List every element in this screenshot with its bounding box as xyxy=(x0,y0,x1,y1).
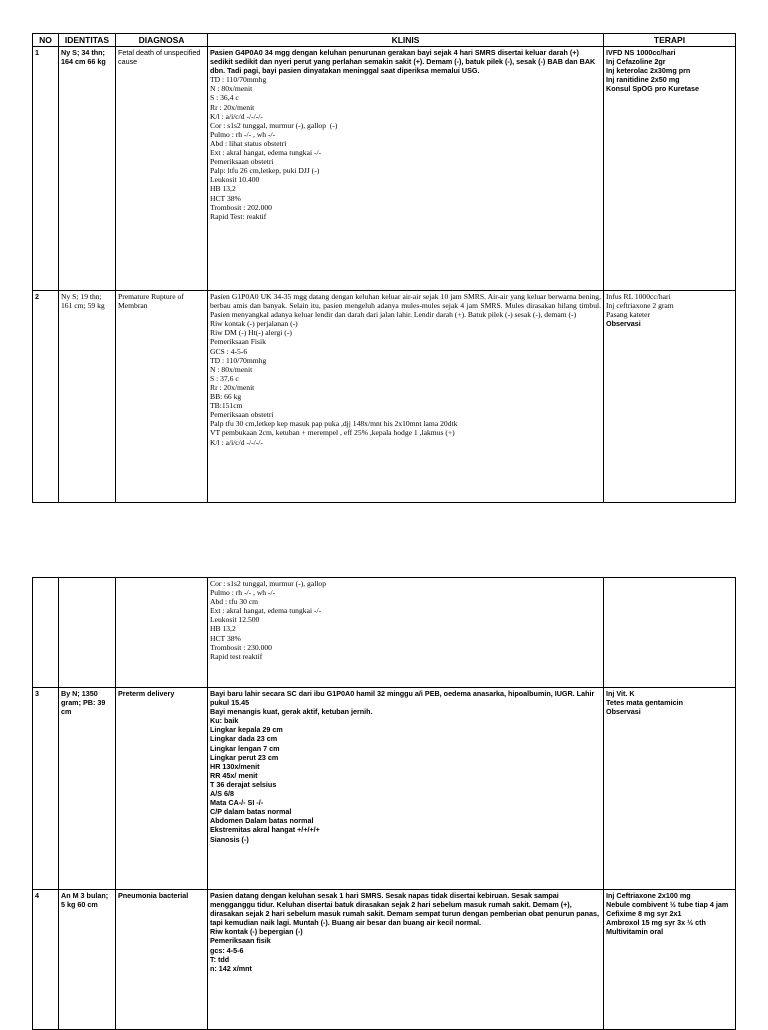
klinis-line: HB 13,2 xyxy=(210,624,236,634)
cell-diagnosa: Premature Rupture of Membran xyxy=(116,291,208,503)
cell-diagnosa: Preterm delivery xyxy=(116,688,208,890)
cell-klinis xyxy=(208,47,604,291)
klinis-line: K/l : a/i/c/d -/-/-/- xyxy=(210,437,263,447)
klinis-line: Trombosit : 230.000 xyxy=(210,642,272,652)
klinis-line: Abd : lihat status obstetri xyxy=(210,138,287,148)
klinis-line: Ekstremitas akral hangat +/+/+/+ xyxy=(210,825,320,835)
cell-identitas xyxy=(59,578,116,688)
header-diagnosa: DIAGNOSA xyxy=(116,34,208,47)
cell-no: 4 xyxy=(33,890,59,1030)
cell-no xyxy=(33,578,59,688)
klinis-line: Riw DM (-) Ht(-) alergi (-) xyxy=(210,328,292,338)
klinis-line: Pulmo : rh -/- , wh -/- xyxy=(210,588,276,598)
klinis-line: Ext : akral hangat, edema tungkai -/- xyxy=(210,606,322,616)
klinis-line: BB: 66 kg xyxy=(210,392,242,402)
cell-terapi xyxy=(604,47,736,291)
terapi-item: Inj ranitidine 2x50 mg xyxy=(606,75,680,85)
header-identitas: IDENTITAS xyxy=(59,34,116,47)
klinis-line: Rr : 20x/menit xyxy=(210,102,255,112)
klinis-line: Leukosit 12.500 xyxy=(210,615,260,625)
cell-no: 1 xyxy=(33,47,59,291)
klinis-line: Bayi menangis kuat, gerak aktif, ketuban jernih. xyxy=(210,707,373,717)
klinis-line: Pemeriksaan Fisik xyxy=(210,337,266,347)
cell-identitas: By N; 1350 gram; PB: 39 cm xyxy=(59,688,116,890)
klinis-line: TD : 110/70mmhg xyxy=(210,75,267,85)
terapi-item: Ambroxol 15 mg syr 3x ½ cth xyxy=(606,918,706,928)
cell-terapi xyxy=(604,890,736,1030)
klinis-line: Pulmo : rh -/- , wh -/- xyxy=(210,129,276,139)
header-klinis: KLINIS xyxy=(208,34,604,47)
klinis-line: A/S 6/8 xyxy=(210,789,234,799)
terapi-item: Tetes mata gentamicin xyxy=(606,698,683,708)
cell-klinis xyxy=(208,578,604,688)
klinis-line: T: tdd xyxy=(210,954,230,964)
terapi-item: Cefixime 8 mg syr 2x1 xyxy=(606,909,682,919)
klinis-line: Trombosit : 202.000 xyxy=(210,202,272,212)
cell-no: 3 xyxy=(33,688,59,890)
klinis-line: VT pembukaan 2cm, ketuban + merempel , eff 25% ,kepala hodge 1 ,lakmus (+) xyxy=(210,428,455,438)
klinis-line: HB 13,2 xyxy=(210,184,236,194)
klinis-line: Lingkar dada 23 cm xyxy=(210,734,278,744)
klinis-line: N : 80x/menit xyxy=(210,84,253,94)
klinis-line: TB:151cm xyxy=(210,401,243,411)
klinis-line: Pemeriksaan fisik xyxy=(210,936,271,946)
header-row xyxy=(33,34,736,47)
patient-table-page-2 xyxy=(32,577,736,1030)
klinis-line: Abd : tfu 30 cm xyxy=(210,597,259,607)
klinis-line: Lingkar lengan 7 cm xyxy=(210,743,280,753)
klinis-line: S : 37,6 c xyxy=(210,373,239,383)
terapi-item: Inj keterolac 2x30mg prn xyxy=(606,66,691,76)
klinis-line: S : 36,4 c xyxy=(210,93,239,103)
klinis-line: Riw kontak (-) bepergian (-) xyxy=(210,927,303,937)
header-no: NO xyxy=(33,34,59,47)
klinis-line: HCT 38% xyxy=(210,193,241,203)
cell-diagnosa xyxy=(116,578,208,688)
klinis-line: HCT 38% xyxy=(210,633,241,643)
klinis-line: n: 142 x/mnt xyxy=(210,963,252,973)
terapi-item: Multivitamin oral xyxy=(606,927,664,937)
cell-identitas: Ny S; 34 thn; 164 cm 66 kg xyxy=(59,47,116,291)
klinis-line: Ext : akral hangat, edema tungkai -/- xyxy=(210,148,322,158)
klinis-line: RR 45x/ menit xyxy=(210,770,258,780)
klinis-line: Rapid test reaktif xyxy=(210,651,263,661)
klinis-line: N : 80x/menit xyxy=(210,364,253,374)
table-row xyxy=(33,291,736,503)
cell-klinis xyxy=(208,291,604,503)
terapi-item: Inj ceftriaxone 2 gram xyxy=(606,301,674,311)
klinis-line: gcs: 4-5-6 xyxy=(210,945,244,955)
klinis-line: K/l : a/i/c/d -/-/-/- xyxy=(210,111,263,121)
terapi-item: Konsul SpOG pro Kuretase xyxy=(606,84,700,94)
table-row xyxy=(33,688,736,890)
klinis-line: Palp: ltfu 26 cm,letkep, puki DJJ (-) xyxy=(210,166,320,176)
cell-klinis xyxy=(208,890,604,1030)
cell-terapi xyxy=(604,291,736,503)
terapi-item: Inj Cefazoline 2gr xyxy=(606,57,666,67)
terapi-item: Observasi xyxy=(606,319,641,329)
klinis-line: Pemeriksaan obstetri xyxy=(210,157,274,167)
terapi-item: Pasang kateter xyxy=(606,310,651,320)
table-row xyxy=(33,890,736,1030)
terapi-item: IVFD NS 1000cc/hari xyxy=(606,48,676,57)
terapi-item: Inj Vit. K xyxy=(606,689,635,698)
cell-terapi xyxy=(604,688,736,890)
klinis-line: Palp tfu 30 cm,letkep kep masuk pap puka ,djj 148x/mnt his 2x10mnt lama 20dtk xyxy=(210,419,458,429)
terapi-item: Inj Ceftriaxone 2x100 mg xyxy=(606,891,691,900)
klinis-line: Pemeriksaan obstetri xyxy=(210,410,274,420)
terapi-item: Infus RL 1000cc/hari xyxy=(606,292,671,301)
klinis-line: Sianosis (-) xyxy=(210,834,249,844)
klinis-line: Mata CA-/- SI -/- xyxy=(210,798,264,808)
terapi-item: Nebule combivent ½ tube tiap 4 jam xyxy=(606,900,729,910)
patient-table-page-1 xyxy=(32,33,736,503)
klinis-intro: Pasien G4P0A0 34 mgg dengan keluhan penurunan gerakan bayi sejak 4 hari SMRS disertai keluar darah (+) sedikit sedikit dan nyeri perut yang perlahan semakin sakit (+). Demam (-), batuk pilek (-), sesak (-) BAB dan BAK dbn. Tadi pagi, bayi pasien dinyatakan meninggal saat diperiksa memalui USG. xyxy=(210,48,598,76)
cell-no: 2 xyxy=(33,291,59,503)
klinis-intro: Bayi baru lahir secara SC dari ibu G1P0A0 hamil 32 minggu a/i PEB, oedema anasarka, hipoalbumin, IUGR. Lahir pukul 15.45 xyxy=(210,689,597,708)
cell-diagnosa: Fetal death of unspecified cause xyxy=(116,47,208,291)
terapi-item: Observasi xyxy=(606,707,641,717)
klinis-line: C/P dalam batas normal xyxy=(210,807,292,817)
cell-diagnosa: Pneumonia bacterial xyxy=(116,890,208,1030)
table-row xyxy=(33,47,736,291)
klinis-line: Abdomen Dalam batas normal xyxy=(210,816,314,826)
klinis-line: Cor : s1s2 tunggal, murmur (-), gallop xyxy=(210,579,327,588)
klinis-intro: Pasien datang dengan keluhan sesak 1 hari SMRS. Sesak napas tidak disertai kebiruan. Sesak sampai mengganggu tidur. Keluhan disertai batuk dirasakan sejak 2 hari sebelum masuk rumah sakit. Demam (+), dirasakan sejak 2 hari sebelum masuk rumah sakit. Demam sempat turun dengan pemberian obat penurun panas, tapi kemudian naik lagi. Muntah (-). Buang air besar dan buang air kecil normal. xyxy=(210,891,602,928)
klinis-line: Leukosit 10.400 xyxy=(210,175,260,185)
klinis-line: Rr : 20x/menit xyxy=(210,382,255,392)
cell-identitas: Ny S; 19 thn; 161 cm; 59 kg xyxy=(59,291,116,503)
cell-identitas: An M 3 bulan; 5 kg 60 cm xyxy=(59,890,116,1030)
klinis-line: Lingkar perut 23 cm xyxy=(210,752,279,762)
klinis-intro: Pasien G1P0A0 UK 34-35 mgg datang dengan keluhan keluar air-air sejak 10 jam SMRS. Air-air yang keluar berwarna bening, berbau amis dan banyak. Selain itu, pasien mengeluh adanya mules-mules sejak 4 jam SMRS. Mules dirasakan hilang timbul. Pasien menyangkal adanya keluar lendir dan darah dari jalan lahir. Lendir darah (+). Batuk pilek (-) sesak (-), demam (-) xyxy=(210,292,603,320)
klinis-line: Ku: baik xyxy=(210,716,239,726)
continuation-row xyxy=(33,578,736,688)
klinis-line: Riw kontak (-) perjalanan (-) xyxy=(210,319,298,329)
cell-klinis xyxy=(208,688,604,890)
header-terapi: TERAPI xyxy=(604,34,736,47)
klinis-line: GCS : 4-5-6 xyxy=(210,346,248,356)
klinis-line: TD : 110/70mmhg xyxy=(210,355,267,365)
klinis-line: Lingkar kepala 29 cm xyxy=(210,725,283,735)
klinis-line: Rapid Test: reaktif xyxy=(210,211,267,221)
cell-terapi xyxy=(604,578,736,688)
klinis-line: Cor : s1s2 tunggal, murmur (-), gallop (-) xyxy=(210,120,338,130)
klinis-line: HR 130x/menit xyxy=(210,761,260,771)
klinis-line: T 36 derajat selsius xyxy=(210,779,277,789)
